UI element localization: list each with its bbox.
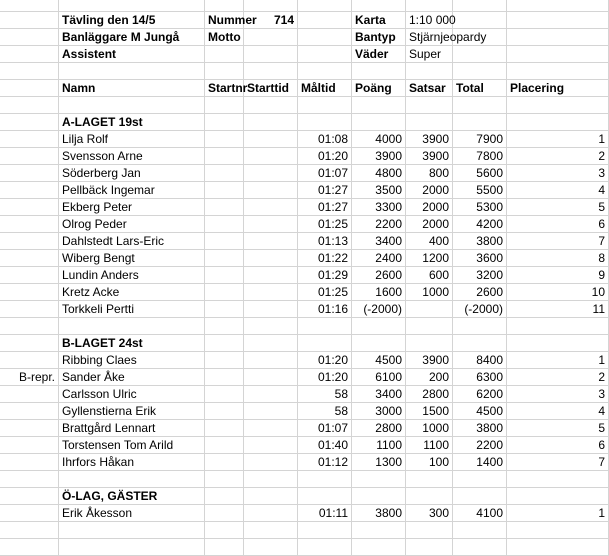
empty-cell[interactable] (507, 335, 609, 352)
placering-cell[interactable]: 5 (507, 420, 609, 437)
empty-cell[interactable] (0, 29, 59, 46)
poang-cell[interactable]: 1300 (352, 454, 406, 471)
empty-cell[interactable] (244, 318, 298, 335)
poang-cell[interactable]: 3300 (352, 199, 406, 216)
empty-cell[interactable] (205, 437, 244, 454)
total-cell[interactable]: 2600 (453, 284, 507, 301)
placering-cell[interactable]: 11 (507, 301, 609, 318)
empty-cell[interactable] (244, 250, 298, 267)
empty-cell[interactable] (244, 539, 298, 556)
empty-cell[interactable] (244, 454, 298, 471)
empty-cell[interactable] (244, 284, 298, 301)
total-cell[interactable]: (-2000) (453, 301, 507, 318)
column-header-total[interactable]: Total (453, 80, 507, 97)
empty-cell[interactable] (244, 182, 298, 199)
maltid-cell[interactable]: 01:29 (298, 267, 352, 284)
satsar-cell[interactable]: 1000 (406, 284, 453, 301)
empty-cell[interactable] (59, 97, 205, 114)
column-header-placering[interactable]: Placering (507, 80, 609, 97)
empty-cell[interactable] (453, 488, 507, 505)
empty-cell[interactable] (205, 165, 244, 182)
placering-cell[interactable]: 5 (507, 199, 609, 216)
empty-cell[interactable] (244, 0, 298, 12)
empty-cell[interactable] (244, 97, 298, 114)
poang-cell[interactable]: 4000 (352, 131, 406, 148)
empty-cell[interactable] (0, 233, 59, 250)
satsar-cell[interactable]: 1000 (406, 420, 453, 437)
empty-cell[interactable] (0, 80, 59, 97)
total-cell[interactable]: 5600 (453, 165, 507, 182)
empty-cell[interactable] (0, 522, 59, 539)
placering-cell[interactable]: 6 (507, 437, 609, 454)
nummer-value-cell[interactable]: 714 (244, 12, 298, 29)
placering-cell[interactable]: 3 (507, 165, 609, 182)
empty-cell[interactable] (0, 301, 59, 318)
empty-cell[interactable] (453, 471, 507, 488)
column-header-maltid[interactable]: Måltid (298, 80, 352, 97)
name-cell[interactable]: Torkkeli Pertti (59, 301, 205, 318)
empty-cell[interactable] (244, 267, 298, 284)
empty-cell[interactable] (0, 420, 59, 437)
empty-cell[interactable] (507, 46, 609, 63)
satsar-cell[interactable]: 3900 (406, 352, 453, 369)
motto-label-cell[interactable]: Motto (205, 29, 244, 46)
maltid-cell[interactable]: 58 (298, 386, 352, 403)
empty-cell[interactable] (205, 335, 244, 352)
bantyp-label-cell[interactable]: Bantyp (352, 29, 406, 46)
empty-cell[interactable] (507, 63, 609, 80)
empty-cell[interactable] (205, 352, 244, 369)
empty-cell[interactable] (453, 114, 507, 131)
empty-cell[interactable] (0, 0, 59, 12)
poang-cell[interactable]: 4500 (352, 352, 406, 369)
empty-cell[interactable] (205, 216, 244, 233)
placering-cell[interactable]: 8 (507, 250, 609, 267)
empty-cell[interactable] (406, 488, 453, 505)
bantyp-value-cell[interactable]: Stjärnjeopardy (406, 29, 453, 46)
empty-cell[interactable] (0, 250, 59, 267)
karta-label-cell[interactable]: Karta (352, 12, 406, 29)
empty-cell[interactable] (298, 46, 352, 63)
poang-cell[interactable]: 1100 (352, 437, 406, 454)
satsar-cell[interactable]: 400 (406, 233, 453, 250)
satsar-cell[interactable]: 1100 (406, 437, 453, 454)
name-cell[interactable]: Svensson Arne (59, 148, 205, 165)
group-title[interactable]: B-LAGET 24st (59, 335, 205, 352)
empty-cell[interactable] (0, 97, 59, 114)
empty-cell[interactable] (298, 539, 352, 556)
placering-cell[interactable]: 10 (507, 284, 609, 301)
placering-cell[interactable]: 1 (507, 505, 609, 522)
placering-cell[interactable]: 7 (507, 233, 609, 250)
poang-cell[interactable]: 3400 (352, 233, 406, 250)
empty-cell[interactable] (205, 505, 244, 522)
satsar-cell[interactable]: 2000 (406, 199, 453, 216)
empty-cell[interactable] (507, 29, 609, 46)
empty-cell[interactable] (205, 97, 244, 114)
vader-label-cell[interactable]: Väder (352, 46, 406, 63)
empty-cell[interactable] (406, 114, 453, 131)
empty-cell[interactable] (0, 386, 59, 403)
empty-cell[interactable] (453, 46, 507, 63)
empty-cell[interactable] (453, 0, 507, 12)
empty-cell[interactable] (59, 539, 205, 556)
poang-cell[interactable]: 6100 (352, 369, 406, 386)
empty-cell[interactable] (507, 539, 609, 556)
empty-cell[interactable] (205, 403, 244, 420)
empty-cell[interactable] (0, 318, 59, 335)
maltid-cell[interactable]: 01:07 (298, 420, 352, 437)
empty-cell[interactable] (205, 199, 244, 216)
name-cell[interactable]: Wiberg Bengt (59, 250, 205, 267)
empty-cell[interactable] (205, 250, 244, 267)
column-header-startnr[interactable]: Startnr (205, 80, 244, 97)
empty-cell[interactable] (0, 505, 59, 522)
column-header-namn[interactable]: Namn (59, 80, 205, 97)
empty-cell[interactable] (244, 199, 298, 216)
total-cell[interactable]: 7900 (453, 131, 507, 148)
placering-cell[interactable]: 6 (507, 216, 609, 233)
empty-cell[interactable] (244, 403, 298, 420)
empty-cell[interactable] (244, 488, 298, 505)
empty-cell[interactable] (406, 522, 453, 539)
placering-cell[interactable]: 9 (507, 267, 609, 284)
empty-cell[interactable] (205, 46, 244, 63)
empty-cell[interactable] (0, 488, 59, 505)
placering-cell[interactable]: 4 (507, 182, 609, 199)
empty-cell[interactable] (453, 97, 507, 114)
row-prefix-cell[interactable]: B-repr. (0, 369, 59, 386)
empty-cell[interactable] (205, 63, 244, 80)
maltid-cell[interactable]: 01:20 (298, 369, 352, 386)
maltid-cell[interactable]: 01:07 (298, 165, 352, 182)
satsar-cell[interactable]: 100 (406, 454, 453, 471)
vader-value-cell[interactable]: Super (406, 46, 453, 63)
empty-cell[interactable] (507, 318, 609, 335)
empty-cell[interactable] (205, 267, 244, 284)
satsar-cell[interactable]: 1200 (406, 250, 453, 267)
empty-cell[interactable] (205, 522, 244, 539)
empty-cell[interactable] (0, 335, 59, 352)
assistent-cell[interactable]: Assistent (59, 46, 205, 63)
empty-cell[interactable] (59, 471, 205, 488)
maltid-cell[interactable]: 01:22 (298, 250, 352, 267)
placering-cell[interactable]: 1 (507, 131, 609, 148)
empty-cell[interactable] (406, 63, 453, 80)
empty-cell[interactable] (205, 318, 244, 335)
empty-cell[interactable] (244, 420, 298, 437)
empty-cell[interactable] (59, 522, 205, 539)
empty-cell[interactable] (244, 335, 298, 352)
total-cell[interactable]: 4500 (453, 403, 507, 420)
empty-cell[interactable] (59, 0, 205, 12)
empty-cell[interactable] (205, 454, 244, 471)
empty-cell[interactable] (453, 63, 507, 80)
poang-cell[interactable]: 4800 (352, 165, 406, 182)
empty-cell[interactable] (0, 165, 59, 182)
empty-cell[interactable] (352, 63, 406, 80)
maltid-cell[interactable]: 01:25 (298, 284, 352, 301)
poang-cell[interactable]: 3400 (352, 386, 406, 403)
total-cell[interactable]: 5500 (453, 182, 507, 199)
empty-cell[interactable] (352, 97, 406, 114)
empty-cell[interactable] (205, 284, 244, 301)
total-cell[interactable]: 1400 (453, 454, 507, 471)
poang-cell[interactable]: 2600 (352, 267, 406, 284)
poang-cell[interactable]: 3800 (352, 505, 406, 522)
poang-cell[interactable]: 2200 (352, 216, 406, 233)
empty-cell[interactable] (205, 471, 244, 488)
empty-cell[interactable] (205, 131, 244, 148)
total-cell[interactable]: 3800 (453, 420, 507, 437)
poang-cell[interactable]: 3000 (352, 403, 406, 420)
empty-cell[interactable] (0, 148, 59, 165)
total-cell[interactable]: 3800 (453, 233, 507, 250)
maltid-cell[interactable]: 01:12 (298, 454, 352, 471)
empty-cell[interactable] (298, 63, 352, 80)
empty-cell[interactable] (244, 114, 298, 131)
empty-cell[interactable] (352, 0, 406, 12)
poang-cell[interactable]: (-2000) (352, 301, 406, 318)
name-cell[interactable]: Olrog Peder (59, 216, 205, 233)
empty-cell[interactable] (352, 471, 406, 488)
empty-cell[interactable] (298, 522, 352, 539)
maltid-cell[interactable]: 01:20 (298, 352, 352, 369)
nummer-label-cell[interactable]: Nummer (205, 12, 244, 29)
empty-cell[interactable] (453, 539, 507, 556)
empty-cell[interactable] (0, 63, 59, 80)
maltid-cell[interactable]: 58 (298, 403, 352, 420)
empty-cell[interactable] (0, 284, 59, 301)
maltid-cell[interactable]: 01:27 (298, 199, 352, 216)
maltid-cell[interactable]: 01:40 (298, 437, 352, 454)
empty-cell[interactable] (205, 0, 244, 12)
name-cell[interactable]: Carlsson Ulric (59, 386, 205, 403)
name-cell[interactable]: Erik Åkesson (59, 505, 205, 522)
empty-cell[interactable] (453, 335, 507, 352)
maltid-cell[interactable]: 01:20 (298, 148, 352, 165)
total-cell[interactable]: 7800 (453, 148, 507, 165)
empty-cell[interactable] (244, 131, 298, 148)
empty-cell[interactable] (244, 505, 298, 522)
poang-cell[interactable]: 1600 (352, 284, 406, 301)
empty-cell[interactable] (205, 301, 244, 318)
maltid-cell[interactable]: 01:27 (298, 182, 352, 199)
satsar-cell[interactable]: 2000 (406, 216, 453, 233)
total-cell[interactable]: 3200 (453, 267, 507, 284)
name-cell[interactable]: Söderberg Jan (59, 165, 205, 182)
name-cell[interactable]: Lilja Rolf (59, 131, 205, 148)
total-cell[interactable]: 4100 (453, 505, 507, 522)
empty-cell[interactable] (507, 488, 609, 505)
total-cell[interactable]: 6200 (453, 386, 507, 403)
name-cell[interactable]: Dahlstedt Lars-Eric (59, 233, 205, 250)
empty-cell[interactable] (244, 63, 298, 80)
empty-cell[interactable] (205, 488, 244, 505)
empty-cell[interactable] (298, 97, 352, 114)
name-cell[interactable]: Torstensen Tom Arild (59, 437, 205, 454)
placering-cell[interactable]: 4 (507, 403, 609, 420)
group-title[interactable]: Ö-LAG, GÄSTER (59, 488, 205, 505)
name-cell[interactable]: Lundin Anders (59, 267, 205, 284)
empty-cell[interactable] (453, 12, 507, 29)
name-cell[interactable]: Ribbing Claes (59, 352, 205, 369)
satsar-cell[interactable]: 200 (406, 369, 453, 386)
maltid-cell[interactable]: 01:11 (298, 505, 352, 522)
name-cell[interactable]: Brattgård Lennart (59, 420, 205, 437)
placering-cell[interactable]: 7 (507, 454, 609, 471)
empty-cell[interactable] (244, 148, 298, 165)
empty-cell[interactable] (298, 471, 352, 488)
empty-cell[interactable] (59, 63, 205, 80)
empty-cell[interactable] (244, 522, 298, 539)
empty-cell[interactable] (298, 318, 352, 335)
empty-cell[interactable] (406, 335, 453, 352)
empty-cell[interactable] (0, 46, 59, 63)
empty-cell[interactable] (244, 471, 298, 488)
empty-cell[interactable] (244, 352, 298, 369)
placering-cell[interactable]: 3 (507, 386, 609, 403)
poang-cell[interactable]: 2800 (352, 420, 406, 437)
empty-cell[interactable] (205, 386, 244, 403)
column-header-satsar[interactable]: Satsar (406, 80, 453, 97)
empty-cell[interactable] (406, 539, 453, 556)
empty-cell[interactable] (298, 12, 352, 29)
empty-cell[interactable] (352, 318, 406, 335)
empty-cell[interactable] (298, 114, 352, 131)
empty-cell[interactable] (406, 318, 453, 335)
maltid-cell[interactable]: 01:25 (298, 216, 352, 233)
empty-cell[interactable] (244, 29, 298, 46)
total-cell[interactable]: 8400 (453, 352, 507, 369)
empty-cell[interactable] (507, 12, 609, 29)
name-cell[interactable]: Ekberg Peter (59, 199, 205, 216)
column-header-starttid[interactable]: Starttid (244, 80, 298, 97)
empty-cell[interactable] (205, 148, 244, 165)
name-cell[interactable]: Kretz Acke (59, 284, 205, 301)
total-cell[interactable]: 4200 (453, 216, 507, 233)
empty-cell[interactable] (507, 97, 609, 114)
name-cell[interactable]: Sander Åke (59, 369, 205, 386)
column-header-poang[interactable]: Poäng (352, 80, 406, 97)
empty-cell[interactable] (406, 0, 453, 12)
empty-cell[interactable] (205, 420, 244, 437)
empty-cell[interactable] (244, 46, 298, 63)
empty-cell[interactable] (244, 301, 298, 318)
empty-cell[interactable] (244, 216, 298, 233)
empty-cell[interactable] (298, 488, 352, 505)
satsar-cell[interactable]: 1500 (406, 403, 453, 420)
maltid-cell[interactable]: 01:13 (298, 233, 352, 250)
satsar-cell[interactable]: 2000 (406, 182, 453, 199)
karta-value-cell[interactable]: 1:10 000 (406, 12, 453, 29)
empty-cell[interactable] (352, 488, 406, 505)
empty-cell[interactable] (205, 539, 244, 556)
placering-cell[interactable]: 2 (507, 369, 609, 386)
empty-cell[interactable] (453, 318, 507, 335)
empty-cell[interactable] (0, 539, 59, 556)
poang-cell[interactable]: 3900 (352, 148, 406, 165)
name-cell[interactable]: Ihrfors Håkan (59, 454, 205, 471)
empty-cell[interactable] (244, 165, 298, 182)
satsar-cell[interactable]: 600 (406, 267, 453, 284)
satsar-cell[interactable]: 800 (406, 165, 453, 182)
empty-cell[interactable] (205, 114, 244, 131)
empty-cell[interactable] (0, 403, 59, 420)
empty-cell[interactable] (244, 369, 298, 386)
total-cell[interactable]: 3600 (453, 250, 507, 267)
name-cell[interactable]: Pellbäck Ingemar (59, 182, 205, 199)
empty-cell[interactable] (352, 335, 406, 352)
empty-cell[interactable] (205, 369, 244, 386)
empty-cell[interactable] (244, 437, 298, 454)
empty-cell[interactable] (352, 522, 406, 539)
total-cell[interactable]: 2200 (453, 437, 507, 454)
empty-cell[interactable] (507, 522, 609, 539)
empty-cell[interactable] (507, 114, 609, 131)
satsar-cell[interactable]: 300 (406, 505, 453, 522)
poang-cell[interactable]: 3500 (352, 182, 406, 199)
empty-cell[interactable] (507, 0, 609, 12)
empty-cell[interactable] (0, 437, 59, 454)
empty-cell[interactable] (298, 29, 352, 46)
empty-cell[interactable] (298, 335, 352, 352)
empty-cell[interactable] (406, 471, 453, 488)
name-cell[interactable]: Gyllenstierna Erik (59, 403, 205, 420)
maltid-cell[interactable]: 01:16 (298, 301, 352, 318)
empty-cell[interactable] (0, 114, 59, 131)
empty-cell[interactable] (0, 12, 59, 29)
empty-cell[interactable] (352, 539, 406, 556)
empty-cell[interactable] (0, 131, 59, 148)
empty-cell[interactable] (453, 522, 507, 539)
empty-cell[interactable] (205, 182, 244, 199)
empty-cell[interactable] (0, 471, 59, 488)
empty-cell[interactable] (0, 352, 59, 369)
empty-cell[interactable] (244, 233, 298, 250)
empty-cell[interactable] (59, 318, 205, 335)
empty-cell[interactable] (507, 471, 609, 488)
empty-cell[interactable] (453, 29, 507, 46)
empty-cell[interactable] (244, 386, 298, 403)
total-cell[interactable]: 6300 (453, 369, 507, 386)
empty-cell[interactable] (406, 97, 453, 114)
placering-cell[interactable]: 2 (507, 148, 609, 165)
empty-cell[interactable] (0, 199, 59, 216)
empty-cell[interactable] (0, 216, 59, 233)
satsar-cell[interactable]: 3900 (406, 131, 453, 148)
empty-cell[interactable] (205, 233, 244, 250)
satsar-cell[interactable]: 2800 (406, 386, 453, 403)
total-cell[interactable]: 5300 (453, 199, 507, 216)
banlaggare-cell[interactable]: Banläggare M Jungå (59, 29, 205, 46)
group-title[interactable]: A-LAGET 19st (59, 114, 205, 131)
tavling-cell[interactable]: Tävling den 14/5 (59, 12, 205, 29)
satsar-cell[interactable] (406, 301, 453, 318)
placering-cell[interactable]: 1 (507, 352, 609, 369)
empty-cell[interactable] (0, 182, 59, 199)
empty-cell[interactable] (352, 114, 406, 131)
satsar-cell[interactable]: 3900 (406, 148, 453, 165)
empty-cell[interactable] (298, 0, 352, 12)
empty-cell[interactable] (0, 267, 59, 284)
poang-cell[interactable]: 2400 (352, 250, 406, 267)
maltid-cell[interactable]: 01:08 (298, 131, 352, 148)
empty-cell[interactable] (0, 454, 59, 471)
